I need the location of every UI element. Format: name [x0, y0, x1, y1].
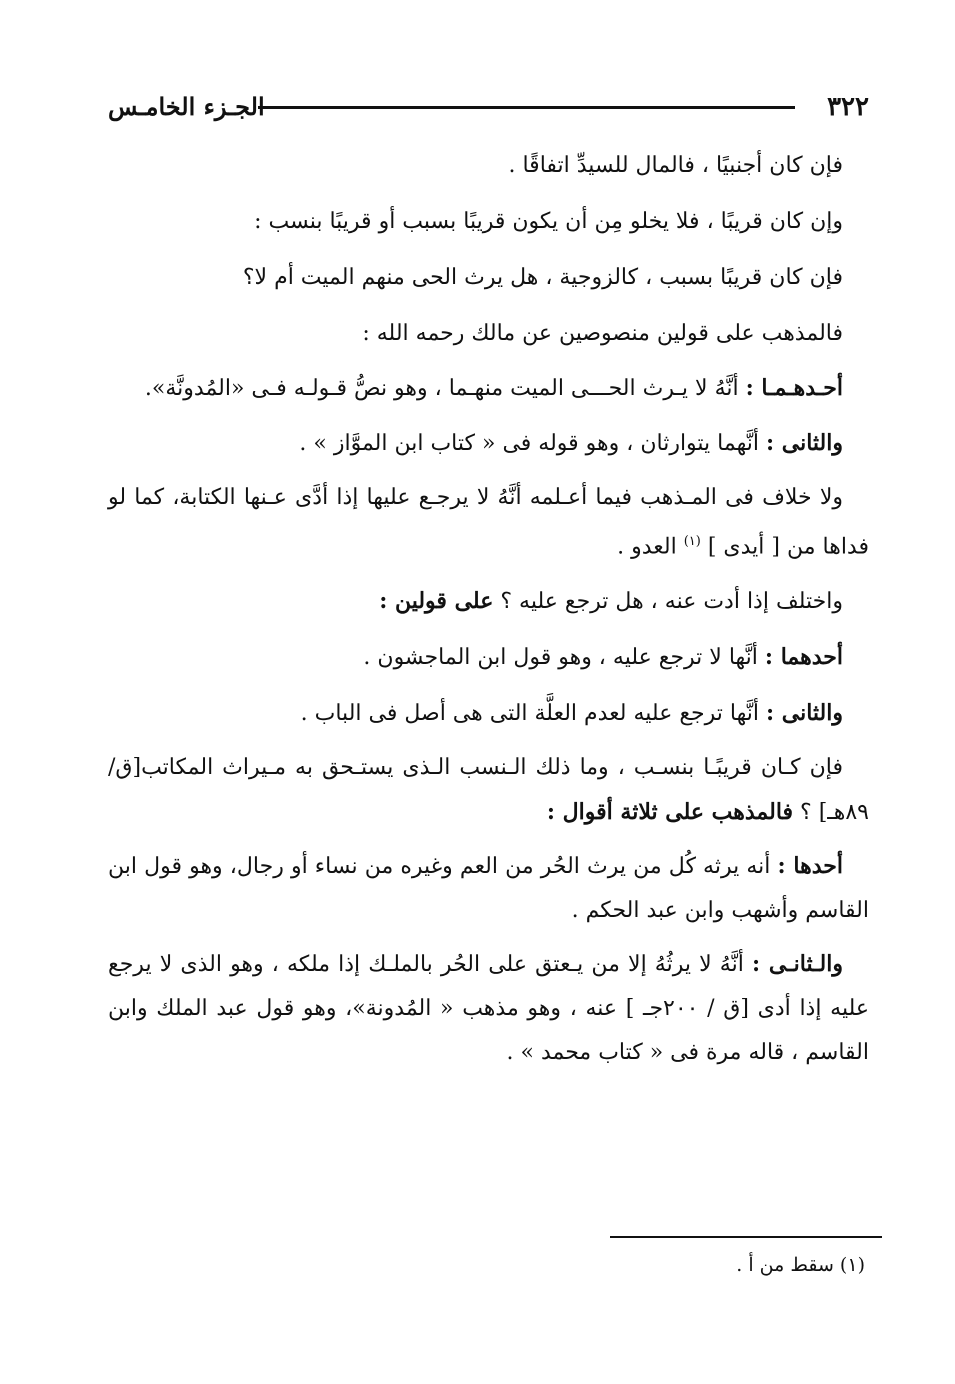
paragraph-text: أنَّهما يتوارثان ، وهو قوله فى « كتاب ابن الموَّاز » . — [299, 431, 766, 456]
paragraph-bold-tail: على قولين : — [379, 588, 494, 615]
paragraph-lead: والثانى : — [765, 700, 843, 727]
paragraph — [108, 420, 869, 467]
page-number: ٣٢٢ — [827, 92, 869, 122]
paragraph-lead: أحـدهـمـا : — [745, 375, 843, 401]
paragraph-text: أنَّهُ لا يرثُهُ إلا من يـعتق على الحُر بالملـك إذا ملكه ، وهو الذى لا يرجع عليه إذا أدى [ق / ٢٠٠جـ ] عنه ، وهو مذهب « المُدونة»، وهو قول عبد الملك وابن القاسم ، قاله مرة فى « كتاب محمد » . — [108, 952, 869, 1066]
paragraph-lead: أحدها : — [777, 853, 843, 880]
paragraph-text: فإن كـان قريبًـا بنسـب ، وما ذلك الـنسب الـذى يستـحق به مـيراث المكاتب[ق/ ٨٩هـ] ؟ — [108, 755, 869, 826]
paragraph — [108, 476, 869, 569]
paragraph — [108, 844, 869, 933]
paragraph: فإن كان قريبًا بسبب ، كالزوجية ، هل يرث الحى منهم الميت أم لا؟ — [242, 265, 843, 290]
paragraph — [108, 942, 869, 1075]
paragraph — [108, 746, 869, 835]
page-header — [108, 90, 869, 130]
paragraph-text: واختلف إذا أدت عنه ، هل ترجع عليه ؟ — [493, 589, 843, 615]
paragraph: فالمذهب على قولين منصوصين عن مالك رحمه الله : — [362, 321, 843, 346]
paragraph-lead: والثانى : — [765, 430, 843, 456]
paragraph: وإن كان قريبًا ، فلا يخلو مِن أن يكون قريبًا بسبب أو قريبًا بنسب : — [254, 209, 843, 234]
footnote-rule — [610, 1236, 882, 1238]
paragraph-lead: أحدهما : — [764, 644, 843, 671]
running-title: الجـزء الخامـس — [108, 92, 265, 121]
main-text — [108, 142, 869, 1084]
paragraph-text: ولا خلاف فى المـذهب فيما أعـلمه أنَّهُ لا يرجـع عليها إذا أدَّى عـنها الكتابة، كما لو فداها من [ أيدى ] — [108, 485, 869, 560]
paragraph-text: العدو . — [617, 534, 684, 560]
paragraph-bold-tail: فالمذهب على ثلاثة أقوال : — [546, 799, 794, 826]
paragraph — [108, 366, 869, 411]
paragraph — [108, 634, 869, 681]
header-rule — [258, 106, 795, 109]
paragraph — [108, 578, 869, 625]
paragraph — [108, 690, 869, 737]
paragraph-text: أنَّها لا ترجع عليه ، وهو قول ابن الماجشون . — [363, 645, 765, 671]
footnote: (١) سقط من أ . — [736, 1254, 865, 1276]
paragraph-text: أنه يرثه كُل من يرث الحُر من العم وغيره من نساء أو رجال، وهو قول ابن القاسم وأشهب وابن عبد الحكم . — [108, 854, 869, 924]
paragraph-text: أنَّهُ لا يـرث الحـــى الميت منهـما ، وهو نصُّ قـولـه فـى «المُدونَّة». — [144, 376, 746, 401]
paragraph-text: أنَّها ترجع عليه لعدم العلَّة التى هى أصل فى الباب . — [300, 701, 766, 727]
paragraph-lead: والـثانـى : — [751, 951, 843, 978]
paragraph: فإن كان أجنبيًا ، فالمال للسيدِّ اتفاقًا . — [508, 153, 843, 178]
footnote-ref: (١) — [683, 534, 701, 549]
